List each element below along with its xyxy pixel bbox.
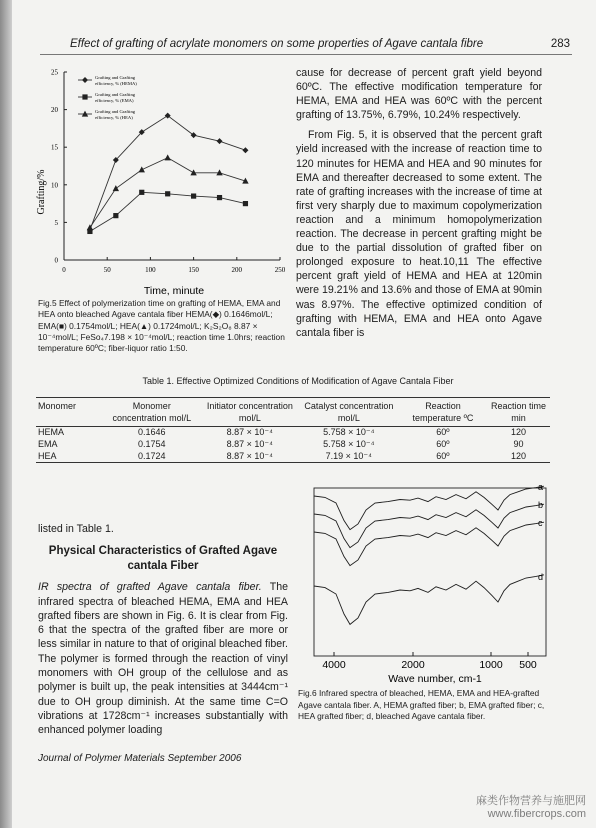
table-cell: 0.1646	[138, 427, 166, 437]
table-header: Monomer concentration mol/L	[103, 398, 201, 427]
fig5-x-tick-label: 50	[103, 266, 111, 274]
fig5-xlabel: Time, minute	[143, 285, 205, 297]
header-title: Effect of grafting of acrylate monomers on some properties of Agave cantala fibre	[70, 38, 484, 50]
fig5-data-point	[139, 190, 144, 195]
table-row	[36, 451, 550, 463]
table-cell: 5.758 × 10⁻⁴	[323, 438, 375, 449]
fig5-data-point	[165, 191, 170, 196]
fig5-data-point	[217, 138, 223, 144]
fig6-series-label: c	[538, 518, 543, 528]
table-cell: 60º	[436, 438, 450, 449]
fig5-data-point	[113, 213, 118, 218]
table-header: Catalyst concentration mol/L	[299, 398, 399, 427]
table-cell: 5.758 × 10⁻⁴	[323, 427, 375, 437]
fig5-data-point	[243, 201, 248, 206]
table-header-row	[36, 398, 550, 427]
fig5-y-tick-label: 0	[54, 256, 58, 265]
fig5-caption: Fig.5 Effect of polymerization time on grafting of HEMA, EMA and HEA onto bleached Agave cantala fiber HEMA(◆) 0.1646mol/L; EMA(■) 0.1754mol/L; HEA(▲) 0.1724mol/L; K₂S₂O₈ 8.87 × 10⁻⁴mol/L; FeSo₄7.198 × 10⁻⁴mol/L; reaction time 1.0hrs; reaction temperature 60ºC; fiber-liquor ratio 1:50.	[38, 298, 285, 354]
fig5-data-point	[242, 147, 248, 153]
fig6-ticks	[322, 652, 537, 671]
fig5-chart	[30, 60, 292, 300]
fig6-series-label: d	[538, 572, 544, 582]
table1	[36, 397, 550, 463]
fig6-series-label: a	[538, 484, 544, 492]
fig6-spectra	[314, 484, 544, 624]
fig5-y-tick-label: 20	[51, 106, 58, 115]
fig5-legend-marker	[82, 77, 88, 83]
fig5-legend-label: efficiency, % (HEA)	[95, 115, 133, 120]
running-header	[70, 38, 570, 50]
fig6-spectrum-line	[314, 575, 544, 625]
fig5-legend-label: Grafting and Grafting	[95, 75, 136, 80]
fig5-data-point	[113, 185, 119, 191]
fig5-data-point	[164, 154, 170, 160]
page-number: 283	[550, 38, 570, 50]
fig5-y-tick-label: 5	[54, 218, 58, 227]
page-edge-shadow	[0, 0, 12, 828]
watermark-line: www.fibercrops.com	[487, 808, 586, 820]
table-cell: HEMA	[38, 427, 65, 437]
fig5-x-tick-label: 150	[188, 266, 199, 274]
paragraph-body: The infrared spectra of bleached HEMA, EMA and HEA grafted fibers are shown in Fig. 6. It is clear from Fig. 6 that the spectra of the grafted fiber are more or less similar in nature to that of original bleached fiber. The polymer is formed through the reaction of vinyl monomers with OH group of the cellulose and as polymer is built up, the peak intensities at 3444cm⁻¹ due to OH group diminish. At the same time C=O vibrations at 1728cm⁻¹ increases substantially with enhanced polymer loading	[38, 581, 288, 737]
fig6-x-tick-label: 1000	[479, 659, 503, 671]
fig5-y-tick-label: 10	[51, 181, 58, 190]
table-row	[36, 439, 550, 451]
fig5-series-line	[90, 116, 246, 230]
fig6-spectrum-line	[314, 486, 544, 529]
fig5-x-tick-label: 250	[274, 266, 286, 274]
watermark-line: 麻类作物营养与施肥网	[476, 795, 586, 807]
fig5-legend	[78, 75, 137, 121]
table-cell: 8.87 × 10⁻⁴	[226, 438, 274, 449]
fig5-data-point	[217, 195, 222, 200]
right-column-text	[296, 66, 542, 340]
fig5-legend-label: Grafting and Grafting	[95, 109, 136, 114]
fig6-frame	[314, 488, 546, 656]
fig6-x-tick-label: 2000	[401, 659, 425, 671]
table-cell: 90	[513, 438, 524, 449]
fig6-series-label: b	[538, 500, 544, 510]
table-cell: 60º	[436, 427, 450, 437]
fig5-y-tick-label: 25	[51, 68, 58, 77]
table-cell: HEA	[36, 451, 103, 463]
fig5-legend-label: efficiency, % (EMA)	[95, 98, 134, 103]
fig5-x-tick-label: 100	[145, 266, 156, 274]
journal-footer: Journal of Polymer Materials September 2006	[38, 753, 242, 764]
fig5-y-tick-label: 15	[51, 143, 58, 152]
table1-title: Table 1. Effective Optimized Conditions of Modification of Agave Cantala Fiber	[142, 376, 454, 386]
table-header: Reaction time min	[487, 398, 550, 427]
table-cell: EMA	[38, 438, 58, 449]
table-header: Initiator concentration mol/L	[201, 398, 299, 427]
fig6-xlabel: Wave number, cm-1	[388, 673, 482, 684]
table-cell: 0.1754	[138, 438, 166, 449]
paragraph: cause for decrease of percent graft yield beyond 60ºC. The effective modification temperature for HEMA, EMA and HEA was 60ºC with the percent grafting of 13.75%, 6.79%, 10.24% respectively.	[296, 67, 542, 122]
table-cell: 8.87 × 10⁻⁴	[201, 451, 299, 463]
table-header: Reaction temperature ºC	[399, 398, 487, 427]
table-header: Monomer	[36, 398, 103, 427]
paragraph: listed in Table 1.	[38, 523, 114, 535]
table-cell: 120	[511, 427, 527, 437]
left-column-text	[38, 522, 288, 738]
fig6-chart	[300, 484, 550, 684]
paragraph	[38, 580, 288, 737]
fig5-data-point	[139, 166, 145, 172]
header-rule	[40, 54, 572, 55]
watermark	[476, 795, 586, 821]
fig6-caption: Fig.6 Infrared spectra of bleached, HEMA, EMA and HEA-grafted Agave cantala fiber. A, HEMA grafted fiber; b, EMA grafted fiber; c, HEA grafted fiber; d, bleached Agave cantala fiber.	[298, 688, 545, 721]
fig6-spectrum-line	[314, 522, 544, 565]
fig5-legend-label: efficiency, % (HEMA)	[95, 81, 137, 86]
paragraph: From Fig. 5, it is observed that the percent graft yield increased with the increase of reaction time to 120 minutes for HEMA and HEA and 90 minutes for EMA and thereafter decreased to some extent. The rate of grafting increases with the increase of time at first very sharply due to maximum copolymerization reaction and a minimum homopolymerization reaction. The decrease in percent grafting might be due to the partial dissolution of grafted fiber on prolonged exposure to heat.10,11 The effective percent graft yield of HEMA and HEA at 120min were 19.21% and 13.6% and those of EMA at 90min was 8.97%. The effective optimized condition of grafting with HEMA, EMA and HEA onto Agave cantala fiber is	[296, 129, 542, 339]
fig5-data-point	[191, 193, 196, 198]
table-row	[36, 427, 550, 439]
fig5-legend-label: Grafting and Grafting	[95, 92, 136, 97]
table-cell: 8.87 × 10⁻⁴	[226, 427, 274, 437]
table-cell: 60º	[399, 451, 487, 463]
fig6-x-tick-label: 4000	[322, 659, 346, 671]
section-title: Physical Characteristics of Grafted Agave cantala Fiber	[48, 545, 278, 573]
fig6-x-tick-label: 500	[519, 659, 537, 671]
fig5-legend-marker	[82, 94, 87, 99]
fig5-series	[87, 113, 249, 234]
fig5-x-tick-label: 0	[62, 266, 66, 274]
table-cell: 120	[487, 451, 550, 463]
table-cell: 7.19 × 10⁻⁴	[299, 451, 399, 463]
fig5-x-tick-label: 200	[231, 266, 243, 274]
fig5-ylabel: Grafting/%	[36, 169, 47, 215]
table-cell: 0.1724	[103, 451, 201, 463]
fig6-spectrum-line	[314, 504, 544, 547]
paragraph-lead: IR spectra of grafted Agave cantala fiber.	[38, 581, 262, 594]
